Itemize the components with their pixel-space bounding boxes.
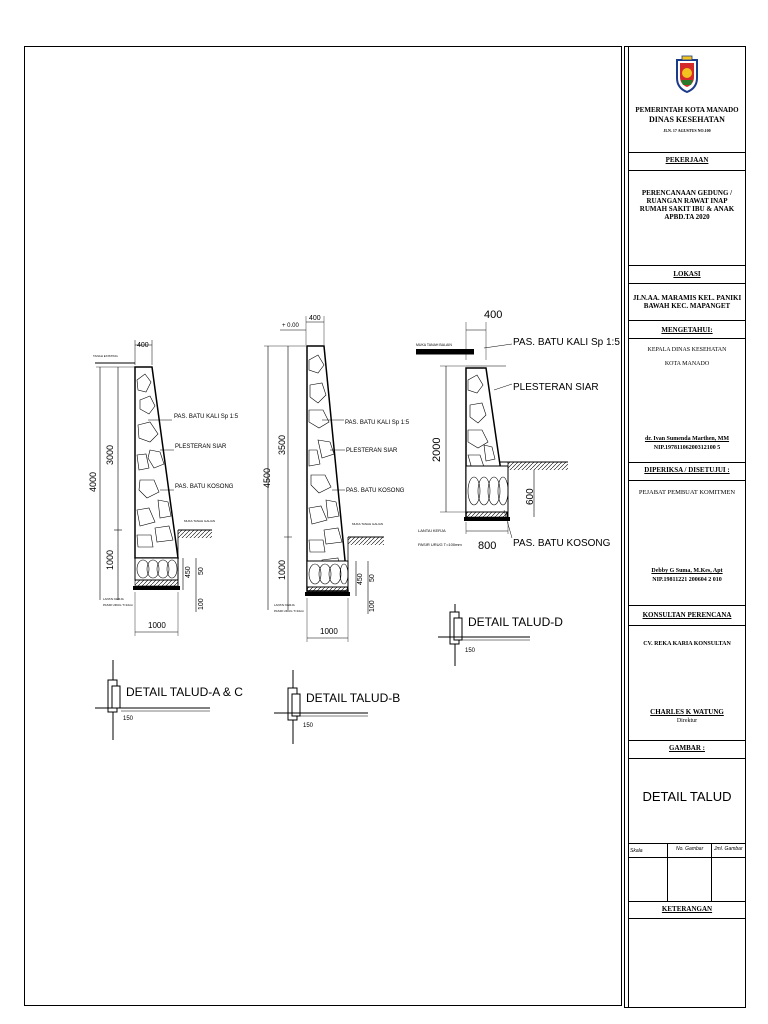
divider: [628, 918, 746, 919]
ppk-label: PEJABAT PEMBUAT KOMITMEN: [638, 489, 736, 496]
divider: [628, 320, 746, 321]
direktur-name: CHARLES K WATUNG: [650, 708, 724, 716]
kadis-nip: NIP.19781106200312100 5: [653, 445, 721, 451]
divider: [628, 843, 746, 844]
scale-b: 150: [303, 723, 314, 729]
dim-ac-base: 1000: [148, 621, 166, 630]
direktur-title: Direktur: [676, 718, 698, 724]
city-seal-logo: [674, 54, 700, 94]
scale-ac: 150: [123, 716, 134, 722]
pekerjaan-line-4: APBD.TA 2020: [664, 213, 710, 221]
divider: [628, 265, 746, 266]
lokasi-line-2: BAWAH KEC. MAPANGET: [643, 302, 731, 310]
label-d-batu: PAS. BATU KALI Sp 1:5: [513, 337, 620, 348]
gambar-value: DETAIL TALUD: [642, 789, 732, 804]
mengetahui-label: MENGETAHUI:: [661, 326, 713, 334]
dim-b-upper: 3500: [277, 434, 287, 455]
label-b-kosong: PAS. BATU KOSONG: [346, 488, 405, 494]
label-b-siar: PLESTERAN SIAR: [346, 448, 398, 454]
dim-b-total: 4500: [262, 467, 272, 488]
org-line2: DINAS KESEHATAN: [649, 115, 725, 124]
divider: [628, 152, 746, 153]
dim-b-base: 1000: [320, 627, 338, 636]
label-b-muka-tanah: MUKA TANAH GALIAN: [352, 522, 384, 526]
dim-ac-upper: 3000: [105, 444, 115, 465]
elev-b: + 0.00: [282, 323, 299, 329]
org-address: JLN. 17 AGUSTUS NO.100: [663, 128, 711, 133]
label-b-pasir: PASIR URUG T=10cm: [274, 609, 305, 613]
no-gambar-label: No. Gambar: [676, 846, 704, 852]
divider: [628, 625, 746, 626]
dim-ac-50: 50: [198, 567, 205, 575]
pekerjaan-line-3: RUMAH SAKIT IBU & ANAK: [639, 205, 735, 213]
mengetahui-line-1: KEPALA DINAS KESEHATAN: [647, 347, 727, 353]
divider: [628, 338, 746, 339]
keterangan-label: KETERANGAN: [661, 905, 713, 913]
dim-d-base: 800: [478, 540, 497, 552]
dim-d-top: 400: [484, 309, 503, 321]
title-detail-d: DETAIL TALUD-D: [468, 615, 563, 629]
divider: [628, 605, 746, 606]
detail-talud-ac: [88, 340, 243, 740]
label-ac-kosong: PAS. BATU KOSONG: [175, 484, 234, 490]
jml-gambar-label: Jml. Gambar: [714, 846, 743, 852]
label-ac-tanah-existing: TANAH EXISTING: [93, 354, 118, 358]
dim-b-50: 50: [369, 574, 376, 582]
divider: [628, 170, 746, 171]
title-detail-b: DETAIL TALUD-B: [306, 691, 401, 705]
label-d-muka-tanah: MUKA TANAH BALAIN: [416, 343, 452, 347]
dim-ac-top: 400: [137, 342, 149, 349]
divider: [628, 758, 746, 759]
label-ac-batu: PAS. BATU KALI Sp 1:5: [174, 414, 239, 420]
dim-d-600: 600: [525, 488, 536, 505]
mengetahui-line-2: KOTA MANADO: [664, 361, 710, 367]
column-divider: [711, 843, 712, 901]
pekerjaan-line-1: PERENCANAAN GEDUNG /: [641, 189, 733, 197]
ppk-name: Debby G Suma, M.Kes, Apt: [651, 568, 723, 574]
diperiksa-label: DIPERIKSA / DISETUJUI :: [644, 466, 730, 474]
dim-ac-total: 4000: [88, 471, 98, 492]
label-ac-pasir: PASIR URUG T=10cm: [103, 603, 134, 607]
column-divider: [667, 843, 668, 901]
dim-ac-lower: 1000: [105, 549, 115, 570]
scale-d: 150: [465, 648, 476, 654]
divider: [628, 283, 746, 284]
label-b-batu: PAS. BATU KALI Sp 1:5: [345, 420, 410, 426]
label-ac-siar: PLESTERAN SIAR: [175, 444, 227, 450]
dim-b-450: 450: [357, 573, 364, 585]
gambar-label: GAMBAR :: [669, 744, 705, 752]
divider: [628, 901, 746, 902]
skala-label: Skala: [630, 848, 643, 854]
divider: [628, 740, 746, 741]
konsultan-name: CV. REKA KARIA KONSULTAN: [643, 641, 731, 647]
pekerjaan-label: PEKERJAAN: [665, 156, 709, 164]
dim-b-lower: 1000: [277, 559, 287, 580]
detail-talud-d: [416, 309, 620, 666]
dim-ac-100: 100: [198, 598, 205, 610]
org-line1: PEMERINTAH KOTA MANADO: [635, 106, 739, 114]
detail-talud-b: [262, 315, 410, 744]
konsultan-label: KONSULTAN PERENCANA: [642, 611, 732, 619]
label-b-lantai: LANTAI KERJA: [274, 603, 295, 607]
label-d-siar: PLESTERAN SIAR: [513, 382, 599, 393]
label-d-lantai: LANTAI KERJA: [418, 528, 446, 533]
divider: [628, 480, 746, 481]
title-detail-ac: DETAIL TALUD-A & C: [126, 685, 243, 699]
dim-b-100: 100: [369, 600, 376, 612]
lokasi-label: LOKASI: [673, 270, 701, 278]
dim-ac-450: 450: [185, 566, 192, 578]
label-d-kosong: PAS. BATU KOSONG: [513, 538, 611, 549]
label-ac-muka-tanah: MUKA TANAH GALIAN: [184, 519, 216, 523]
label-d-pasir: PASIR URUG T=100mm: [418, 542, 462, 547]
dim-d-height: 2000: [431, 437, 443, 462]
ppk-nip: NIP.19811221 200604 2 010: [652, 577, 722, 583]
lokasi-line-1: JLN.AA. MARAMIS KEL. PANIKI: [632, 294, 742, 302]
pekerjaan-line-2: RUANGAN RAWAT INAP: [646, 197, 728, 205]
kadis-name: dr. Ivan Sumenda Marthen, MM: [644, 436, 730, 442]
divider: [628, 462, 746, 463]
dim-b-top: 400: [309, 315, 321, 322]
label-ac-lantai: LANTAI KERJA: [103, 597, 124, 601]
divider: [628, 857, 746, 858]
